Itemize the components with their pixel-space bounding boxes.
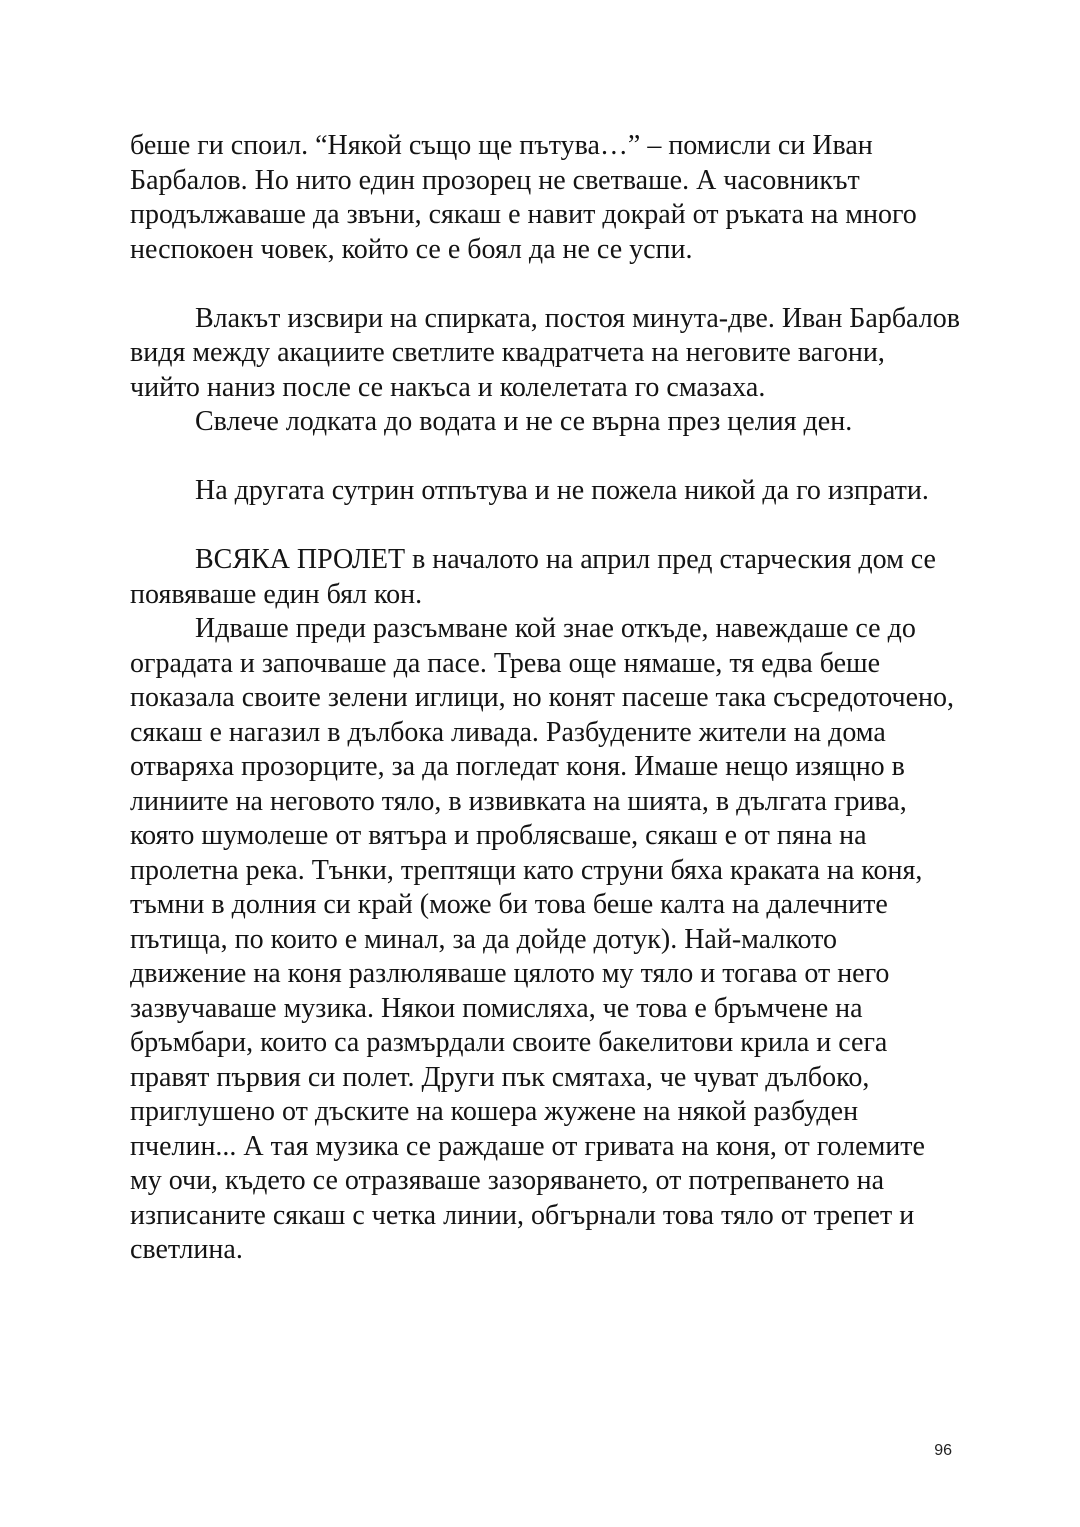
paragraph-gap	[130, 440, 960, 475]
body-text	[130, 129, 960, 1268]
paragraph-white-horse: Идваше преди разсъмване кой знае откъде, навеждаше се до оградата и започваше да пасе. Трева още нямаше, тя едва беше показала своите зелени иглици, но конят пасеше така съсредоточено, сякаш е нагазил в дълбока ливада. Разбудените жители на дома отваряха прозорците, за да погледат коня. Имаше нещо изящно в линиите на неговото тяло, в извивката на шията, в дългата грива, която шумолеше от вятъра и проблясваше, сякаш е от пяна на пролетна река. Тънки, трептящи като струни бяха краката на коня, тъмни в долния си край (може би това беше калта на далечните пътища, по които е минал, за да дойде дотук). Най-малкото движение на коня разлюляваше цялото му тяло и тогава от него зазвучаваше музика. Някои помисляха, че това е бръмчене на бръмбари, които са размърдали своите бакелитови крила и сега правят първия си полет. Други пък смятаха, че чуват дълбоко, приглушено от дъските на кошера жужене на някой разбуден пчелин... А тая музика се раждаше от гривата на коня, от големите му очи, където се отразяваше зазоряването, от потрепването на изписаните сякаш с четка линии, обгърнали това тяло от трепет и светлина.	[130, 613, 955, 1265]
paragraph-boat: Свлече лодката до водата и не се върна през целия ден.	[195, 406, 853, 437]
paragraph-spring-intro: ВСЯКА ПРОЛЕТ в началото на април пред старческия дом се появяваше един бял кон.	[130, 544, 936, 610]
paragraph-gap	[130, 509, 960, 544]
paragraph-departure: На другата сутрин отпътува и не пожела никой да го изпрати.	[195, 475, 929, 506]
page-number: 96	[934, 1442, 952, 1459]
paragraph-continuation: беше ги споил. “Някой също ще пътува…” – помисли си Иван Барбалов. Но нито един прозорец не светваше. А часовникът продължаваше да звъни, сякаш е навит докрай от ръката на много неспокоен човек, който се е боял да не се успи.	[130, 130, 917, 265]
paragraph-train: Влакът изсвири на спирката, постоя минута-две. Иван Барбалов видя между акациите светлите квадратчета на неговите вагони, чийто наниз после се накъса и колелетата го смазаха.	[130, 302, 960, 403]
paragraph-gap	[130, 267, 960, 302]
